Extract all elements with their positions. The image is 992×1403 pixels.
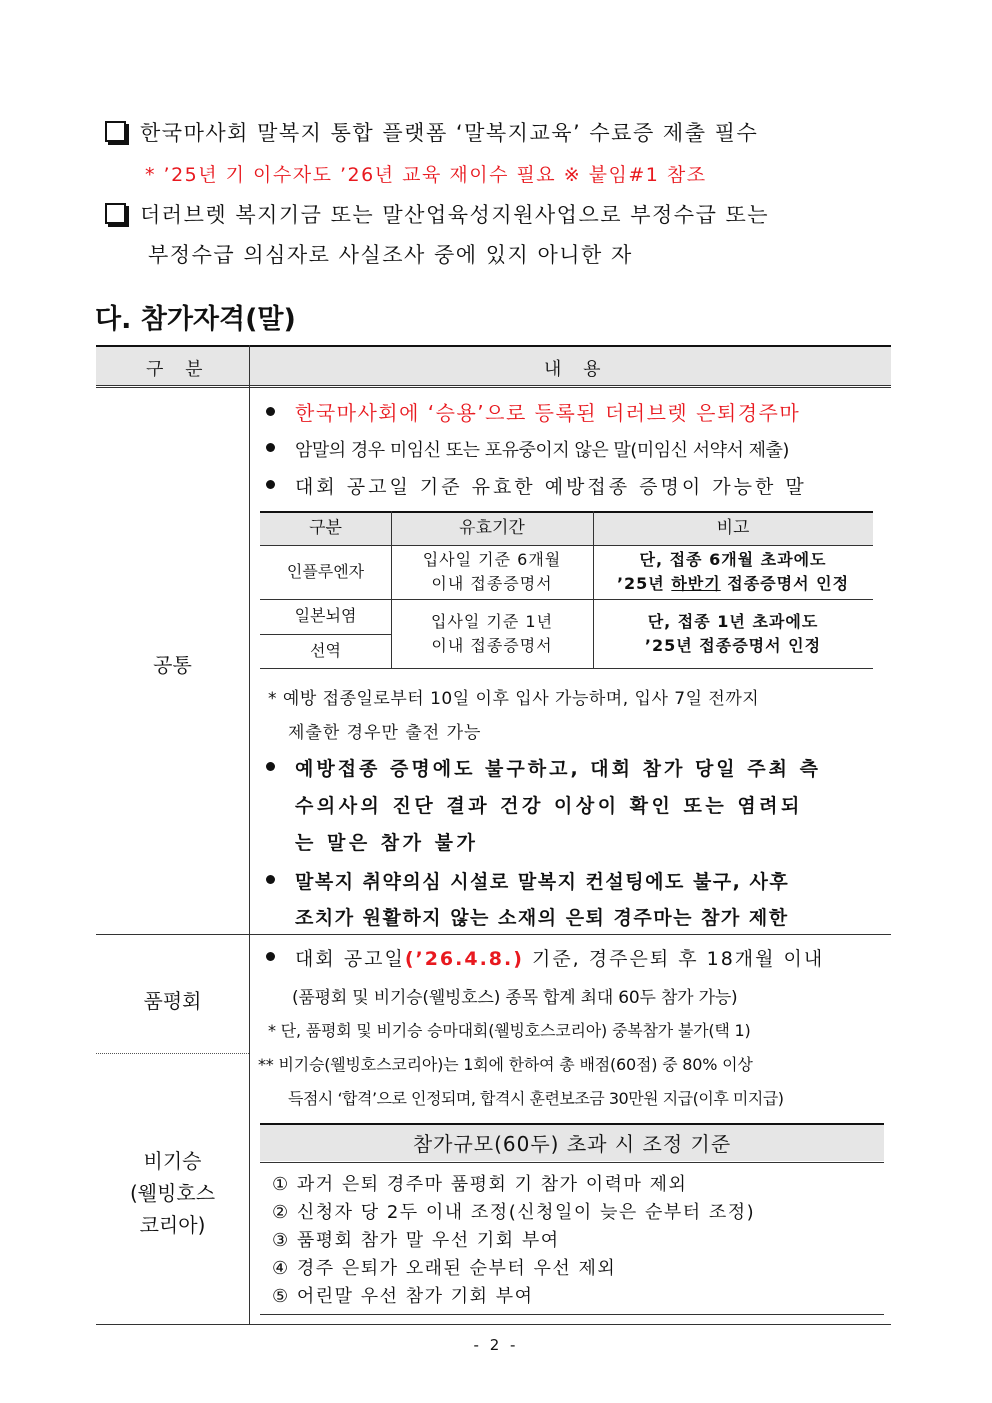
table-header-bg	[96, 347, 891, 385]
vt-hline-2	[260, 599, 873, 600]
checkbox-square-icon	[105, 203, 126, 224]
bigiseung-note-line2: 득점시 ‘합격’으로 인정되며, 합격시 훈련보조금 30만원 지급(이후 미지급)	[288, 1089, 784, 1108]
requirement-subsidy: 더러브렛 복지기금 또는 말산업육성지원사업으로 부정수급 또는	[105, 199, 769, 229]
vt-hline-3	[260, 634, 391, 635]
requirement-education-certificate: 한국마사회 말복지 통합 플랫폼 ‘말복지교육’ 수료증 제출 필수	[105, 117, 758, 147]
criteria-item-3: ③ 품평회 참가 말 우선 기회 부여	[272, 1230, 560, 1251]
common-bullet-4-line2: 수의사의 진단 결과 건강 이상이 확인 또는 염려되	[295, 795, 803, 817]
requirement-note: * ’25년 기 이수자도 ’26년 교육 재이수 필요 ※ 붙임#1 참조	[145, 164, 707, 186]
header-content: 내 용	[544, 359, 609, 380]
bullet-icon	[266, 407, 275, 416]
bullet-icon	[266, 443, 275, 452]
criteria-item-4: ④ 경주 은퇴가 오래된 순부터 우선 제외	[272, 1258, 617, 1279]
criteria-head-divider	[260, 1162, 884, 1163]
header-category: 구 분	[146, 359, 211, 380]
category-common: 공통	[153, 653, 192, 677]
table-bottom-border	[96, 1324, 891, 1325]
row-divider-dotted	[96, 1053, 249, 1054]
common-bullet-3: 대회 공고일 기준 유효한 예방접종 증명이 가능한 말	[266, 472, 807, 499]
common-bullet-5-line2: 조치가 원활하지 않는 소재의 은퇴 경주마는 참가 제한	[295, 907, 789, 929]
vaccine-table	[260, 511, 873, 669]
common-bullet-4: 예방접종 증명에도 불구하고, 대회 참가 당일 주최 측	[266, 754, 821, 781]
requirement-subsidy-line2: 부정수급 의심자로 사실조사 중에 있지 아니한 자	[148, 243, 633, 267]
eligibility-table	[96, 345, 891, 1326]
bullet-icon	[266, 875, 275, 884]
vt-header-period: 유효기간	[459, 518, 525, 538]
column-divider	[249, 345, 250, 1325]
criteria-item-1: ① 과거 은퇴 경주마 품평회 기 참가 이력마 제외	[272, 1174, 688, 1195]
vt-bottom	[260, 668, 873, 669]
vt-header-note: 비고	[716, 518, 750, 538]
common-bullet-2: 암말의 경우 미임신 또는 포유중이지 않은 말(미임신 서약서 제출)	[266, 436, 789, 462]
common-bullet-5: 말복지 취약의심 시설로 말복지 컨설팅에도 불구, 사후	[266, 867, 789, 894]
criteria-item-2: ② 신청자 당 2두 이내 조정(신청일이 늦은 순부터 조정)	[272, 1202, 756, 1223]
common-bullet-4-line3: 는 말은 참가 불가	[295, 832, 479, 854]
pumpyeong-line2: (품평회 및 비기승(웰빙호스) 종목 합계 최대 60두 참가 가능)	[292, 988, 738, 1008]
vt-shared-period: 입사일 기준 1년 이내 접종증명서	[430, 612, 554, 655]
common-note-line1: * 예방 접종일로부터 10일 이후 입사 가능하며, 입사 7일 전까지	[268, 689, 760, 709]
criteria-title: 참가규모(60두) 초과 시 조정 기준	[260, 1125, 884, 1161]
bigiseung-note-line1: ** 비기승(웰빙호스코리아)는 1회에 한하여 총 배점(60점) 중 80% 이상	[258, 1055, 753, 1074]
common-bullet-1: 한국마사회에 ‘승용’으로 등록된 더러브렛 은퇴경주마	[266, 397, 800, 426]
vt-influenza-name: 인플루엔자	[286, 562, 365, 581]
header-divider-2	[96, 387, 891, 388]
vt-influenza-period: 입사일 기준 6개월 이내 접종증명서	[422, 550, 562, 593]
row-divider-common	[96, 934, 891, 935]
bullet-icon	[266, 952, 275, 961]
vt-influenza-note: 단, 접종 6개월 초과에도 ’25년 하반기 접종증명서 인정	[616, 550, 850, 593]
vt-shared-note: 단, 접종 1년 초과에도 ’25년 접종증명서 인정	[644, 612, 822, 655]
table-top-border	[96, 345, 891, 347]
category-bigiseung: 비기승 (웰빙호스 코리아)	[129, 1149, 216, 1237]
vt-header-category: 구분	[309, 518, 342, 538]
page-number: - 2 -	[473, 1336, 519, 1354]
bullet-icon	[266, 762, 275, 771]
vt-jbe-name: 일본뇌염	[294, 606, 357, 625]
vt-top	[260, 511, 873, 513]
checkbox-square-icon	[105, 121, 126, 142]
header-divider	[96, 385, 891, 386]
pumpyeong-note: * 단, 품평회 및 비기승 승마대회(웰빙호스코리아) 중복참가 불가(택 1)	[268, 1021, 751, 1040]
pumpyeong-bullet: 대회 공고일(’26.4.8.) 기준, 경주은퇴 후 18개월 이내	[266, 944, 824, 971]
section-title: 다. 참가자격(말)	[95, 304, 296, 335]
criteria-item-5: ⑤ 어린말 우선 참가 기회 부여	[272, 1286, 534, 1307]
common-note-line2: 제출한 경우만 출전 가능	[288, 723, 482, 743]
vt-strangles-name: 선역	[310, 641, 341, 660]
bullet-icon	[266, 480, 275, 489]
category-pumpyeong: 품평회	[143, 989, 202, 1013]
criteria-top-border	[260, 1123, 884, 1125]
criteria-bottom-border	[260, 1314, 884, 1315]
vt-hline-1	[260, 545, 873, 546]
